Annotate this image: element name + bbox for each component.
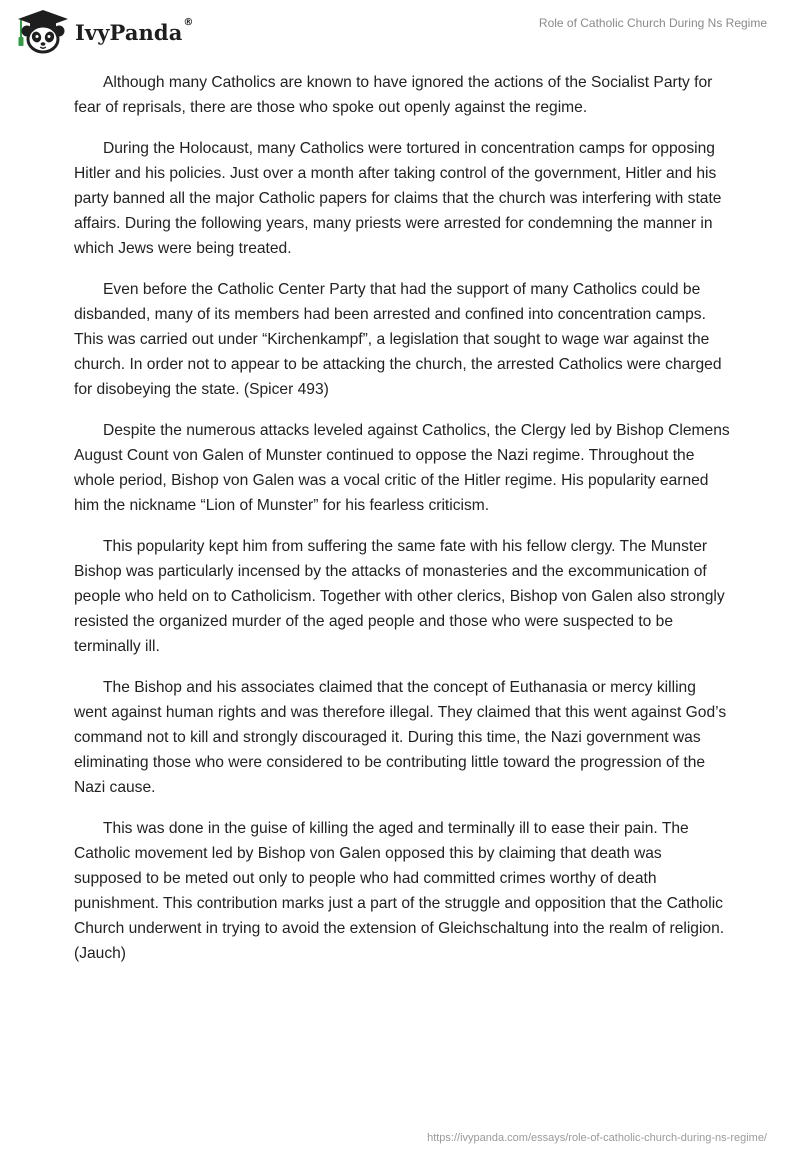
registered-mark: ® xyxy=(183,16,194,28)
paragraph-7: This was done in the guise of killing the aged and terminally ill to ease their pain. The Catholic movement led by Bishop von Galen opposed this by claiming that death was supposed to be meted out only to people who had committed crimes worthy of death punishment. This contribution marks just a part of the struggle and opposition that the Catholic Church underwent in trying to avoid the extension of Gleichschaltung into the realm of religion. (Jauch) xyxy=(74,820,725,962)
essay-body xyxy=(74,70,730,982)
paragraph-3: Even before the Catholic Center Party that had the support of many Catholics could be disbanded, many of its members had been arrested and confined into concentration camps. This was carried out under “Kirchenkampf”, a legislation that sought to wage war against the church. In order not to appear to be attacking the church, the arrested Catholics were charged for disobeying the state. (Spicer 493) xyxy=(74,281,722,398)
brand-name-text: IvyPanda xyxy=(75,19,183,45)
panda-graduate-icon xyxy=(14,8,72,54)
paragraph-4: Despite the numerous attacks leveled against Catholics, the Clergy led by Bishop Clemens August Count von Galen of Munster continued to oppose the Nazi regime. Throughout the whole period, Bishop von Galen was a vocal critic of the Hitler regime. His popularity earned him the nickname “Lion of Munster” for his fearless criticism. xyxy=(74,422,730,514)
paragraph-5: This popularity kept him from suffering the same fate with his fellow clergy. The Munster Bishop was particularly incensed by the attacks of monasteries and the excommunication of people who held on to Catholicism. Together with other clerics, Bishop von Galen also strongly resisted the organized murder of the aged people and those who were suspected to be terminally ill. xyxy=(74,538,725,655)
paragraph-2: During the Holocaust, many Catholics were tortured in concentration camps for opposing Hitler and his policies. Just over a month after taking control of the government, Hitler and his party banned all the major Catholic papers for claims that the church was interfering with state affairs. During the following years, many priests were arrested for condemning the manner in which Jews were being treated. xyxy=(74,140,722,257)
ivypanda-logo[interactable] xyxy=(14,8,194,54)
paragraph-1: Although many Catholics are known to have ignored the actions of the Socialist Party for fear of reprisals, there are those who spoke out openly against the regime. xyxy=(74,74,713,116)
source-url-link[interactable]: https://ivypanda.com/essays/role-of-catholic-church-during-ns-regime/ xyxy=(427,1132,767,1144)
paragraph-6: The Bishop and his associates claimed that the concept of Euthanasia or mercy killing went against human rights and was therefore illegal. They claimed that this went against God’s command not to kill and strongly discouraged it. During this time, the Nazi government was eliminating those who were considered to be contributing little toward the progression of the Nazi cause. xyxy=(74,679,727,796)
document-title: Role of Catholic Church During Ns Regime xyxy=(538,16,767,30)
page-header xyxy=(0,0,800,60)
brand-name xyxy=(75,16,194,45)
